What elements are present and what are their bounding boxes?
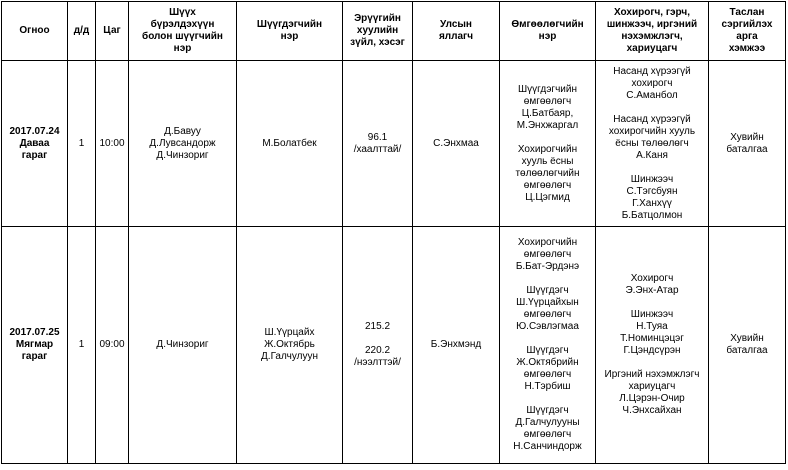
text-line: болон шүүгчийн (142, 31, 223, 42)
article-cell (343, 61, 413, 227)
text-line: зүйл, хэсэг (350, 37, 405, 48)
text-line: Д.Бавуу (164, 125, 201, 137)
text-line: Даваа (19, 137, 50, 149)
header-defendant (237, 2, 343, 61)
defender-cell (500, 61, 596, 227)
text-line: Л.Цэрэн-Очир (619, 393, 685, 404)
judges-cell (129, 61, 237, 227)
text-line: Ш.Үүрцайх (264, 327, 315, 338)
text-line: Таслан (729, 7, 765, 18)
text-line: Н.Туяа (636, 321, 668, 332)
hearing-number: 1 (68, 61, 96, 227)
court-schedule-table (1, 1, 786, 464)
text-line: Хохирогчийн (517, 143, 578, 155)
text-line: Г.Цэндсүрэн (623, 345, 681, 356)
text-line: Ю.Сэвлэгмаа (516, 321, 579, 332)
text-line: хууль ёсны (521, 155, 574, 167)
text-line: Ц.Батбаяр, (521, 107, 574, 119)
text-line: Ж.Октябрийн (516, 357, 579, 368)
text-line: яллагч (438, 31, 474, 42)
text-line: бүрэлдэхүүн (150, 19, 215, 30)
text-line: Насанд хүрээгүй (613, 113, 691, 125)
text-line: баталгаа (726, 143, 768, 155)
text-line: /нээлттэй/ (354, 357, 401, 368)
header-row (2, 2, 786, 61)
header-measure (709, 2, 786, 61)
text-line: сэргийлэх (721, 19, 773, 30)
measure-cell (709, 61, 786, 227)
text-line: Шүүгдэгч (526, 285, 569, 296)
text-line: Э.Энх-Атар (625, 285, 679, 296)
defendant-cell (237, 227, 343, 464)
table-row (2, 61, 786, 227)
text-line: арга (736, 31, 758, 42)
text-line: С.Тэгсбуян (626, 185, 678, 197)
text-block (598, 174, 706, 222)
header-date: Огноо (2, 2, 68, 61)
article-cell (343, 227, 413, 464)
text-line: Улсын (440, 19, 472, 30)
text-line: Ж.Октябрь (264, 339, 315, 350)
text-line: хариуцагч (626, 43, 678, 54)
text-line: Т.Номинцэцэг (620, 333, 684, 344)
header-num: д/д (68, 2, 96, 61)
text-line: Шүүгдэгчийн (256, 19, 323, 30)
hearing-time: 10:00 (96, 61, 129, 227)
text-line: 215.2 (364, 321, 391, 332)
text-line: 220.2 (364, 345, 391, 356)
text-line: өмгөөлөгч (523, 179, 572, 191)
defendant-cell (237, 61, 343, 227)
table-row (2, 227, 786, 464)
hearing-time: 09:00 (96, 227, 129, 464)
text-line: Хохирогч, гэрч, (614, 7, 690, 18)
text-block (345, 345, 410, 369)
text-line: Д.Чинзориг (156, 339, 209, 350)
header-participants (596, 2, 709, 61)
header-defender (500, 2, 596, 61)
text-line: гараг (21, 351, 48, 362)
header-judges (129, 2, 237, 61)
text-line: хэмжээ (728, 43, 766, 54)
measure-cell (709, 227, 786, 464)
text-line: Насанд хүрээгүй (613, 65, 691, 77)
text-block (598, 114, 706, 162)
text-block (345, 132, 410, 156)
text-block (502, 285, 593, 333)
text-line: Шүүгдэгч (526, 405, 569, 416)
text-line: Г.Ханхүү (632, 197, 672, 209)
text-line: Н.Санчиндорж (513, 441, 582, 452)
text-line: өмгөөлөгч (523, 249, 572, 260)
text-line: М.Энхжаргал (516, 119, 579, 131)
text-line: өмгөөлөгч (523, 369, 572, 380)
participants-cell (596, 227, 709, 464)
text-line: Д.Лувсандорж (149, 137, 216, 149)
text-line: С.Аманбол (626, 89, 678, 101)
text-line: Шүүгдэгчийн (518, 83, 577, 95)
text-line: Н.Тэрбиш (524, 381, 571, 392)
text-line: Б.Батцолмон (621, 209, 683, 221)
text-block (598, 369, 706, 417)
text-line: Хувийн (730, 333, 764, 344)
prosecutor-cell: С.Энхмаа (413, 61, 500, 227)
text-line: Мягмар (15, 339, 54, 350)
text-block (345, 321, 410, 333)
text-line: М.Болатбек (262, 137, 317, 149)
text-line: Хохирогч (630, 273, 674, 284)
text-block (502, 345, 593, 393)
text-block (502, 405, 593, 453)
text-line: Эрүүгийн (354, 13, 401, 24)
text-line: Д.Галчулууны (515, 417, 580, 428)
hearing-number: 1 (68, 227, 96, 464)
header-prosecutor (413, 2, 500, 61)
text-line: нэр (173, 43, 192, 54)
text-line: хохирогч (631, 77, 673, 89)
text-line: өмгөөлөгч (523, 309, 572, 320)
judges-cell (129, 227, 237, 464)
text-line: Шүүх (169, 7, 196, 18)
text-line: Иргэний нэхэмжлэгч (604, 369, 700, 380)
text-block (598, 273, 706, 297)
hearing-date (2, 227, 68, 464)
text-line: шинжээч, иргэний (606, 19, 698, 30)
text-line: өмгөөлөгч (523, 429, 572, 440)
text-line: баталгаа (726, 345, 768, 356)
text-line: өмгөөлөгч (523, 95, 572, 107)
header-time: Цаг (96, 2, 129, 61)
text-line: 96.1 (367, 131, 388, 143)
text-line: 2017.07.24 (9, 125, 60, 137)
defender-cell (500, 227, 596, 464)
header-article (343, 2, 413, 61)
text-line: Ш.Үүрцайхын (516, 297, 579, 308)
text-line: Хохирогчийн (517, 237, 578, 248)
text-line: хуулийн (356, 25, 399, 36)
prosecutor-cell: Б.Энхмэнд (413, 227, 500, 464)
text-line: /хаалттай/ (353, 143, 402, 155)
hearing-date (2, 61, 68, 227)
text-line: А.Каня (636, 149, 668, 161)
text-line: Д.Чинзориг (156, 149, 209, 161)
text-line: Ч.Энхсайхан (622, 405, 682, 416)
text-line: Хувийн (730, 131, 764, 143)
text-line: Өмгөөлөгчийн (511, 19, 584, 30)
text-line: хариуцагч (628, 381, 676, 392)
text-block (502, 84, 593, 132)
text-line: төлөөлөгчийн (515, 167, 580, 179)
text-line: Б.Бат-Эрдэнэ (515, 261, 580, 272)
text-line: Д.Галчулуун (261, 351, 318, 362)
text-line: нэр (538, 31, 557, 42)
text-line: Шүүгдэгч (526, 345, 569, 356)
text-line: гараг (21, 149, 48, 161)
text-line: нэр (280, 31, 299, 42)
text-line: хохирогчийн хууль (608, 125, 696, 137)
text-line: Шинжээч (630, 173, 674, 185)
text-line: 2017.07.25 (9, 327, 60, 338)
text-line: Ц.Цэгмид (525, 191, 570, 203)
text-block (502, 144, 593, 204)
text-line: Шинжээч (630, 309, 674, 320)
text-block (598, 309, 706, 357)
text-line: нэхэмжлэгч, (621, 31, 683, 42)
participants-cell (596, 61, 709, 227)
text-line: ёсны төлөөлөгч (615, 137, 689, 149)
text-block (598, 66, 706, 102)
text-block (502, 237, 593, 273)
